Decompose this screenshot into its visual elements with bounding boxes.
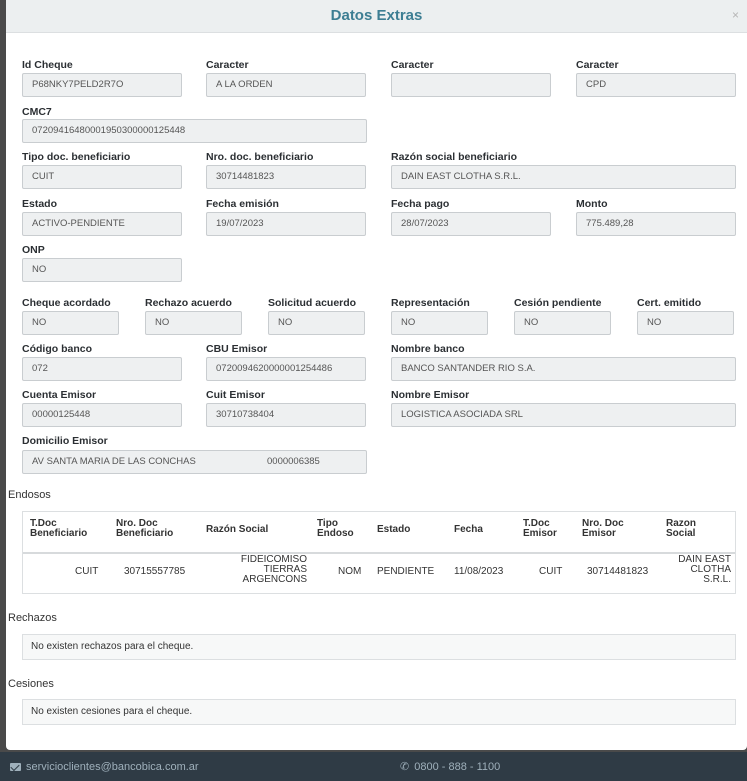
th-tipo-endoso: Tipo Endoso: [317, 518, 354, 539]
id-cheque-field: P68NKY7PELD2R7O: [22, 73, 182, 97]
rechazo-acuerdo-label: Rechazo acuerdo: [145, 297, 232, 309]
caracter-label-2: Caracter: [391, 59, 434, 71]
nombre-emisor-label: Nombre Emisor: [391, 389, 470, 401]
representacion-label: Representación: [391, 297, 470, 309]
cheque-acordado-label: Cheque acordado: [22, 297, 111, 309]
solicitud-acuerdo-label: Solicitud acuerdo: [268, 297, 357, 309]
cmc7-field: 07209416480001950300000125448: [22, 119, 367, 143]
domicilio-emisor-label: Domicilio Emisor: [22, 435, 108, 447]
cert-emitido-label: Cert. emitido: [637, 297, 702, 309]
table-header-divider: [23, 552, 735, 554]
domicilio-emisor-calle: AV SANTA MARIA DE LAS CONCHAS: [32, 456, 196, 467]
th-fecha: Fecha: [454, 524, 483, 535]
footer-phone-text: 0800 - 888 - 1100: [414, 760, 501, 773]
rechazos-message: No existen rechazos para el cheque.: [22, 634, 736, 660]
phone-icon: ✆: [400, 761, 410, 773]
cuit-emisor-label: Cuit Emisor: [206, 389, 265, 401]
th-nro-doc-beneficiario: Nro. Doc Beneficiario: [116, 518, 174, 539]
modal-title: Datos Extras: [330, 7, 423, 24]
cbu-emisor-label: CBU Emisor: [206, 343, 268, 355]
nombre-banco-field: BANCO SANTANDER RIO S.A.: [391, 357, 736, 381]
onp-label: ONP: [22, 244, 45, 256]
close-icon[interactable]: ×: [731, 8, 739, 22]
th-estado: Estado: [377, 524, 411, 535]
solicitud-acuerdo-field: NO: [268, 311, 365, 335]
rechazo-acuerdo-field: NO: [145, 311, 242, 335]
cesion-pendiente-label: Cesión pendiente: [514, 297, 602, 309]
cesion-pendiente-field: NO: [514, 311, 611, 335]
th-tdoc-beneficiario: T.Doc Beneficiario: [30, 518, 88, 539]
representacion-field: NO: [391, 311, 488, 335]
cesiones-title: Cesiones: [8, 678, 54, 690]
fecha-emision-label: Fecha emisión: [206, 198, 279, 210]
caracter-label-1: Caracter: [206, 59, 249, 71]
th-tdoc-emisor: T.Doc Emisor: [523, 518, 557, 539]
estado-label: Estado: [22, 198, 58, 210]
nombre-banco-label: Nombre banco: [391, 343, 465, 355]
cheque-acordado-field: NO: [22, 311, 119, 335]
td-nro-doc-beneficiario: 30715557785: [124, 566, 186, 577]
razon-social-beneficiario-label: Razón social beneficiario: [391, 151, 518, 163]
envelope-icon: [10, 763, 21, 771]
endosos-title: Endosos: [8, 489, 51, 501]
monto-label: Monto: [576, 198, 608, 210]
td-tdoc-beneficiario: CUIT: [75, 566, 99, 577]
caracter-field-1: A LA ORDEN: [206, 73, 366, 97]
fecha-pago-label: Fecha pago: [391, 198, 450, 210]
caracter-field-3: CPD: [576, 73, 736, 97]
id-cheque-label: Id Cheque: [22, 59, 73, 71]
onp-field: NO: [22, 258, 182, 282]
caracter-label-3: Caracter: [576, 59, 619, 71]
razon-social-beneficiario-field: DAIN EAST CLOTHA S.R.L.: [391, 165, 736, 189]
cmc7-label: CMC7: [22, 106, 52, 118]
fecha-pago-field: 28/07/2023: [391, 212, 551, 236]
monto-field: 775.489,28: [576, 212, 736, 236]
cbu-emisor-field: 0720094620000001254486: [206, 357, 366, 381]
cuenta-emisor-field: 00000125448: [22, 403, 182, 427]
rechazos-title: Rechazos: [8, 612, 57, 624]
td-fecha: 11/08/2023: [454, 566, 504, 577]
codigo-banco-field: 072: [22, 357, 182, 381]
td-tipo-endoso: NOM: [338, 566, 362, 577]
cert-emitido-field: NO: [637, 311, 734, 335]
codigo-banco-label: Código banco: [22, 343, 92, 355]
footer-phone: [400, 760, 500, 773]
td-nro-doc-emisor: 30714481823: [587, 566, 649, 577]
footer-email-text: servicioclientes@bancobica.com.ar: [26, 760, 199, 773]
footer-email[interactable]: [10, 761, 199, 773]
th-razon-social: Razón Social: [206, 524, 269, 535]
th-razon-social-emisor: Razon Social: [666, 518, 696, 539]
cesiones-message: No existen cesiones para el cheque.: [22, 699, 736, 725]
td-estado: PENDIENTE: [377, 566, 435, 577]
endosos-table: [22, 511, 736, 594]
page-footer: [0, 752, 747, 781]
cuenta-emisor-label: Cuenta Emisor: [22, 389, 97, 401]
tipo-doc-beneficiario-label: Tipo doc. beneficiario: [22, 151, 131, 163]
estado-field: ACTIVO-PENDIENTE: [22, 212, 182, 236]
th-nro-doc-emisor: Nro. Doc Emisor: [582, 518, 624, 539]
td-tdoc-emisor: CUIT: [539, 566, 563, 577]
fecha-emision-field: 19/07/2023: [206, 212, 366, 236]
td-razon-social-emisor: DAIN EAST CLOTHA S.R.L.: [678, 554, 731, 585]
nro-doc-beneficiario-field: 30714481823: [206, 165, 366, 189]
caracter-field-2: [391, 73, 551, 97]
datos-extras-modal: [6, 0, 747, 750]
td-razon-social: FIDEICOMISO TIERRAS ARGENCONS: [240, 554, 307, 585]
tipo-doc-beneficiario-field: CUIT: [22, 165, 182, 189]
nombre-emisor-field: LOGISTICA ASOCIADA SRL: [391, 403, 736, 427]
modal-header: [6, 0, 747, 33]
cuit-emisor-field: 30710738404: [206, 403, 366, 427]
nro-doc-beneficiario-label: Nro. doc. beneficiario: [206, 151, 314, 163]
domicilio-emisor-field: [22, 450, 367, 474]
domicilio-emisor-numero: 0000006385: [267, 456, 320, 467]
